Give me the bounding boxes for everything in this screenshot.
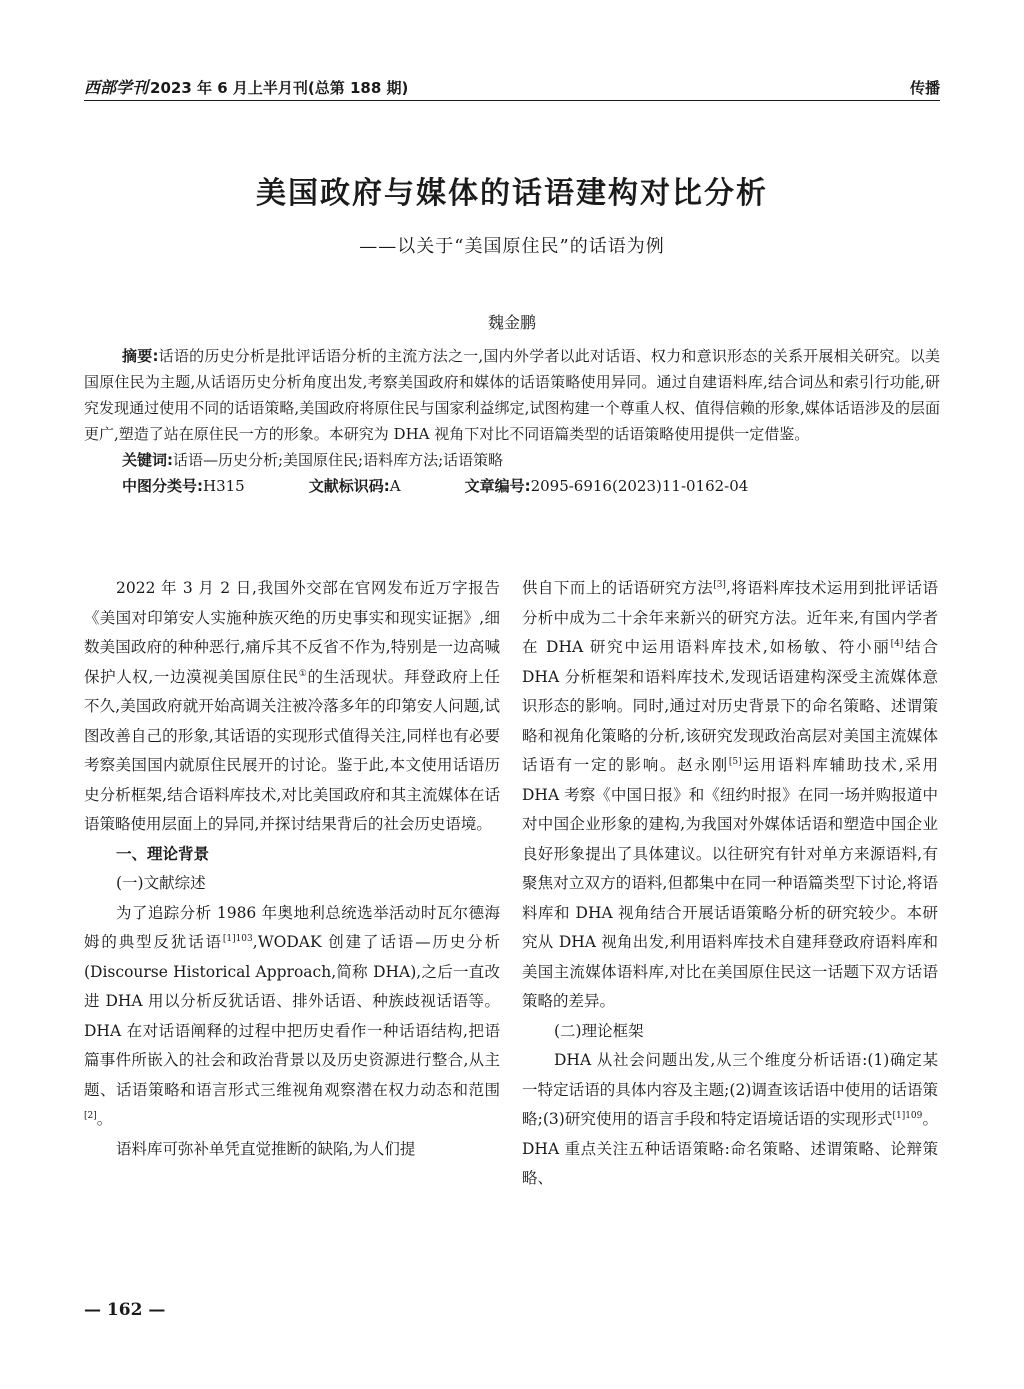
document-code — [309, 473, 401, 499]
running-header — [84, 72, 940, 98]
header-rule — [84, 100, 940, 101]
footnote-marker[interactable]: ① — [298, 668, 308, 679]
article-title: 美国政府与媒体的话语建构对比分析 — [256, 176, 768, 211]
citation-marker[interactable]: [4] — [890, 638, 904, 649]
article-number — [465, 473, 749, 499]
section-name: 传播 — [909, 79, 940, 97]
issue-info: 2023 年 6 月上半月刊(总第 188 期) — [150, 79, 409, 97]
citation-marker[interactable]: [3] — [713, 579, 726, 590]
abstract — [84, 343, 940, 447]
left-column — [84, 574, 500, 1164]
header-left — [84, 75, 408, 98]
keywords-label: 关键词: — [122, 451, 173, 469]
clc-label: 中图分类号: — [122, 477, 203, 495]
citation-marker[interactable]: [2] — [84, 1110, 97, 1121]
doc-value: A — [389, 477, 401, 495]
doc-label: 文献标识码: — [308, 477, 390, 495]
clc-value: H315 — [203, 477, 245, 495]
keywords — [84, 447, 940, 473]
article-value: 2095-6916(2023)11-0162-04 — [530, 477, 749, 495]
abstract-label: 摘要: — [122, 347, 159, 365]
journal-logo: 西部学刊 — [84, 78, 149, 97]
article-subtitle: ——以关于“美国原住民”的话语为例 — [359, 236, 665, 257]
body-paragraph: 语料库可弥补单凭直觉推断的缺陷,为人们提 — [116, 1139, 416, 1158]
page-number: — 162 — — [84, 1300, 166, 1320]
section-heading: 一、理论背景 — [116, 844, 210, 863]
body-paragraph: 2022 年 3 月 2 日,我国外交部在官网发布近万字报告《美国对印第安人实施种族灭绝的历史事实和现实证据》,细数美国政府的种种恶行,痛斥其不反省不作为,特别是一边高喊保护人权,一边漠视美国原住民①的生活现状。拜登政府上任不久,美国政府就开始高调关注被冷落多年的印第安人问题,试图改善自己的形象,其话语的实现形式值得关注,同样也有必要考察美国国内就原住民展开的讨论。鉴于此,本文使用话语历史分析框架,结合语料库技术,对比美国政府和其主流媒体在话语策略使用层面上的异同,并探讨结果背后的社会历史语境。 — [84, 579, 500, 833]
body-paragraph: 供自下而上的话语研究方法[3],将语料库技术运用到批评话语分析中成为二十余年来新兴的研究方法。近年来,有国内学者在 DHA 研究中运用语料库技术,如杨敏、符小丽[4]结合 DHA 分析框架和语料库技术,发现话语建构深受主流媒体意识形态的影响。同时,通过对历史背景下的命名策略、述谓策略和视角化策略的分析,该研究发现政治高层对美国主流媒体话语有一定的影响。赵永刚[5]运用语料库辅助技术,采用 DHA 考察《中国日报》和《纽约时报》在同一场并购报道中对中国企业形象的建构,为我国对外媒体话语和塑造中国企业良好形象提出了具体建议。以往研究有针对单方来源语料,有聚焦对立双方的语料,但都集中在同一种语篇类型下讨论,将语料库和 DHA 视角结合开展话语策略分析的研究较少。本研究从 DHA 视角出发,利用语料库技术自建拜登政府语料库和美国主流媒体语料库,对比在美国原住民这一话题下双方话语策略的差异。 — [522, 579, 938, 1010]
article-label: 文章编号: — [464, 477, 531, 495]
subsection-heading: (二)理论框架 — [554, 1021, 644, 1040]
citation-marker[interactable]: [5] — [728, 756, 742, 767]
body-paragraph: 为了追踪分析 1986 年奥地利总统选举活动时瓦尔德海姆的典型反犹话语$^{[1]103}$,WODAK 创建了话语—历史分析(Discourse Historical Approach,简称 DHA),之后一直改进 DHA 用以分析反犹话语、排外话语、种族歧视话语等。DHA 在对话语阐释的过程中把历史看作一种话语结构,把语篇事件所嵌入的社会和政治背景以及历史资源进行整合,从主题、话语策略和语言形式三维视角观察潜在权力动态和范围[2]。 — [84, 903, 500, 1128]
classification-line — [84, 473, 940, 499]
body-paragraph: DHA 从社会问题出发,从三个维度分析话语:(1)确定某一特定话语的具体内容及主题;(2)调查该话语中使用的话语策略;(3)研究使用的语言手段和特定语境话语的实现形式$^{[1]109}$。DHA 重点关注五种话语策略:命名策略、述谓策略、论辩策略、 — [522, 1051, 938, 1187]
abstract-text: 话语的历史分析是批评话语分析的主流方法之一,国内外学者以此对话语、权力和意识形态的关系开展相关研究。以美国原住民为主题,从话语历史分析角度出发,考察美国政府和媒体的话语策略使用异同。通过自建语料库,结合词丛和索引行功能,研究发现通过使用不同的话语策略,美国政府将原住民与国家利益绑定,试图构建一个尊重人权、值得信赖的形象,媒体话语涉及的层面更广,塑造了站在原住民一方的形象。本研究为 DHA 视角下对比不同语篇类型的话语策略使用提供一定借鉴。 — [84, 347, 940, 443]
citation-marker[interactable]: [1]109 — [892, 1110, 923, 1121]
citation-marker[interactable]: [1]103 — [222, 933, 253, 944]
author-name: 魏金鹏 — [487, 313, 536, 332]
abstract-block — [84, 343, 940, 499]
subsection-heading: (一)文献综述 — [116, 874, 206, 892]
right-column — [522, 574, 938, 1194]
keywords-text: 话语—历史分析;美国原住民;语料库方法;话语策略 — [173, 451, 504, 469]
clc-number — [122, 473, 245, 499]
